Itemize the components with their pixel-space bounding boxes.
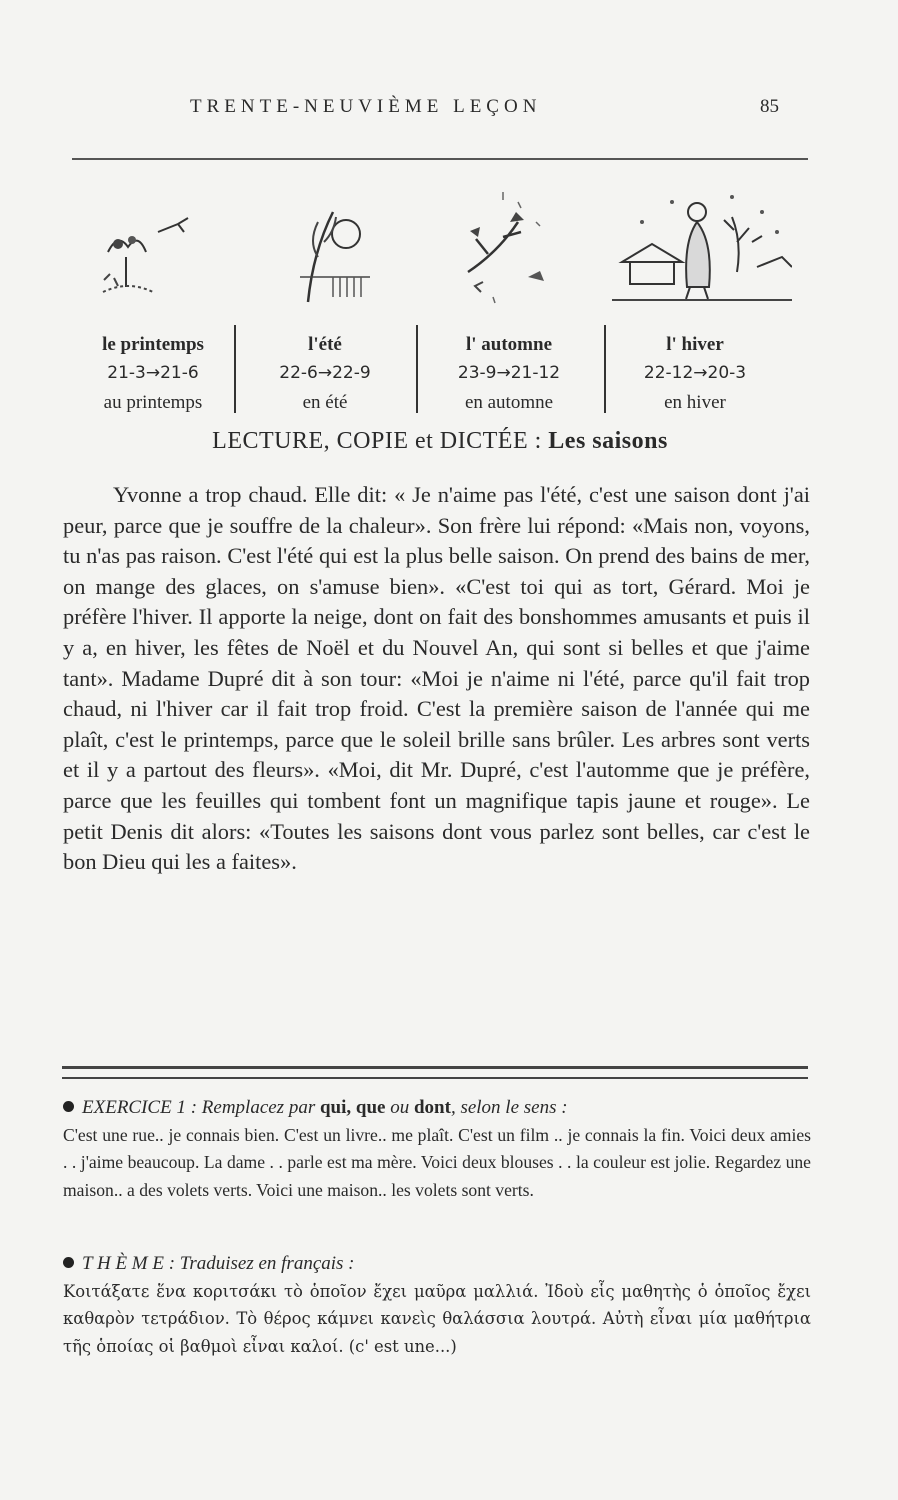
page-number: 85	[760, 96, 779, 117]
theme-heading	[63, 1250, 811, 1278]
exercise-heading	[63, 1094, 811, 1122]
falling-leaves-icon	[448, 182, 558, 312]
winter-illustration	[612, 182, 792, 312]
bullet-icon	[63, 1257, 74, 1268]
season-name: l' hiver	[666, 334, 724, 355]
autumn-illustration	[448, 182, 558, 312]
reading-passage	[63, 480, 810, 878]
bullet-icon	[63, 1101, 74, 1112]
bird-flower-icon	[88, 182, 208, 312]
reading-paragraph: Yvonne a trop chaud. Elle dit: « Je n'aime pas l'été, c'est une saison dont j'ai peur, parce que je souffre de la chaleur». Son frère lui répond: «Mais non, voyons, tu n'as pas raison. C'est l'été qui est la plus belle saison. On prend des bains de mer, on mange des glaces, on s'amuse bien». «C'est toi qui as tort, Gérard. Moi je préfère l'hiver. Il apporte la neige, dont on fait des bonshommes amusants et puis il y a, en hiver, les fêtes de Noël et du Nouvel An, qui sont si belles et que j'aime tant». Madame Dupré dit à son tour: «Moi je n'aime ni l'été, parce qu'il fait trop chaud, ni l'hiver car il fait trop froid. C'est la première saison de l'année qui me plaît, c'est le printemps, parce que le soleil brille sans brûler. Les arbres sont verts et il y a partout des fleurs». «Moi, dit Mr. Dupré, c'est l'automme que je préfère, parce que les feuilles qui tombent font un magnifique tapis jaune et rouge». Le petit Denis dit alors: «Toutes les saisons dont vous parlez sont belles, car c'est le bon Dieu qui les a faites».	[63, 482, 810, 875]
exercise-label: EXERCICE 1 : Remplacez par	[82, 1097, 320, 1118]
exercise-block	[63, 1094, 811, 1204]
season-phrase: en hiver	[664, 392, 726, 413]
exercise-suffix: , selon le sens :	[450, 1097, 568, 1118]
exercise-word: que	[355, 1097, 386, 1118]
exercise-separator: ou	[385, 1097, 414, 1118]
exercise-text: C'est une rue.. je connais bien. C'est un livre.. me plaît. C'est un film .. je connais la fin. Voici deux amies . . j'aime beaucoup. La dame . . parle est ma mère. Voici deux blouses . . la couleur est jolie. Regardez une maison.. a des volets verts. Voici une maison.. les volets sont verts.	[63, 1124, 811, 1200]
summer-illustration	[288, 182, 378, 312]
section-double-rule	[62, 1066, 808, 1079]
season-name: l' automne	[465, 334, 553, 355]
season-name: le printemps	[102, 334, 204, 355]
column-divider	[416, 325, 418, 413]
header-rule	[72, 158, 808, 160]
season-winter	[606, 330, 784, 417]
season-phrase: au printemps	[103, 392, 203, 413]
theme-text: Κοιτάξατε ἕνα κοριτσάκι τὸ ὁποῖον ἔχει μαῦρα μαλλιά. Ἰδοὺ εἷς μαθητὴς ὁ ὁποῖος ἔχει καθαρὸν τετράδιον. Τὸ θέρος κάμνει κανεὶς θαλάσσια λουτρά. Αὐτὴ εἶναι μία μαθήτρια τῆς ὁποίας οἱ βαθμοὶ εἶναι καλοί. (c' est une...)	[63, 1281, 811, 1356]
season-name: l'été	[308, 334, 342, 355]
exercise-separator: ,	[346, 1097, 356, 1118]
section-title-topic: Les saisons	[548, 428, 668, 454]
season-phrase: en automne	[464, 392, 554, 413]
exercise-word: qui	[319, 1097, 347, 1118]
snow-man-walking-icon	[612, 182, 792, 312]
season-spring	[64, 330, 242, 417]
running-header-title: TRENTE-NEUVIÈME LEÇON	[190, 96, 542, 117]
season-dates: 22-6→22-9	[279, 363, 371, 383]
season-phrase: en été	[302, 392, 348, 413]
season-summer	[236, 330, 414, 417]
section-title-main: LECTURE, COPIE et DICTÉE :	[212, 428, 549, 454]
season-dates: 21-3→21-6	[107, 363, 199, 383]
season-dates: 23-9→21-12	[457, 363, 561, 383]
season-dates: 22-12→20-3	[643, 363, 747, 383]
exercise-word: dont	[413, 1097, 451, 1118]
sun-wheat-icon	[288, 182, 378, 312]
theme-label: T H È M E : Traduisez en français :	[82, 1253, 355, 1274]
section-title	[60, 428, 820, 455]
season-autumn	[420, 330, 598, 417]
theme-block	[63, 1250, 811, 1360]
spring-illustration	[88, 182, 208, 312]
